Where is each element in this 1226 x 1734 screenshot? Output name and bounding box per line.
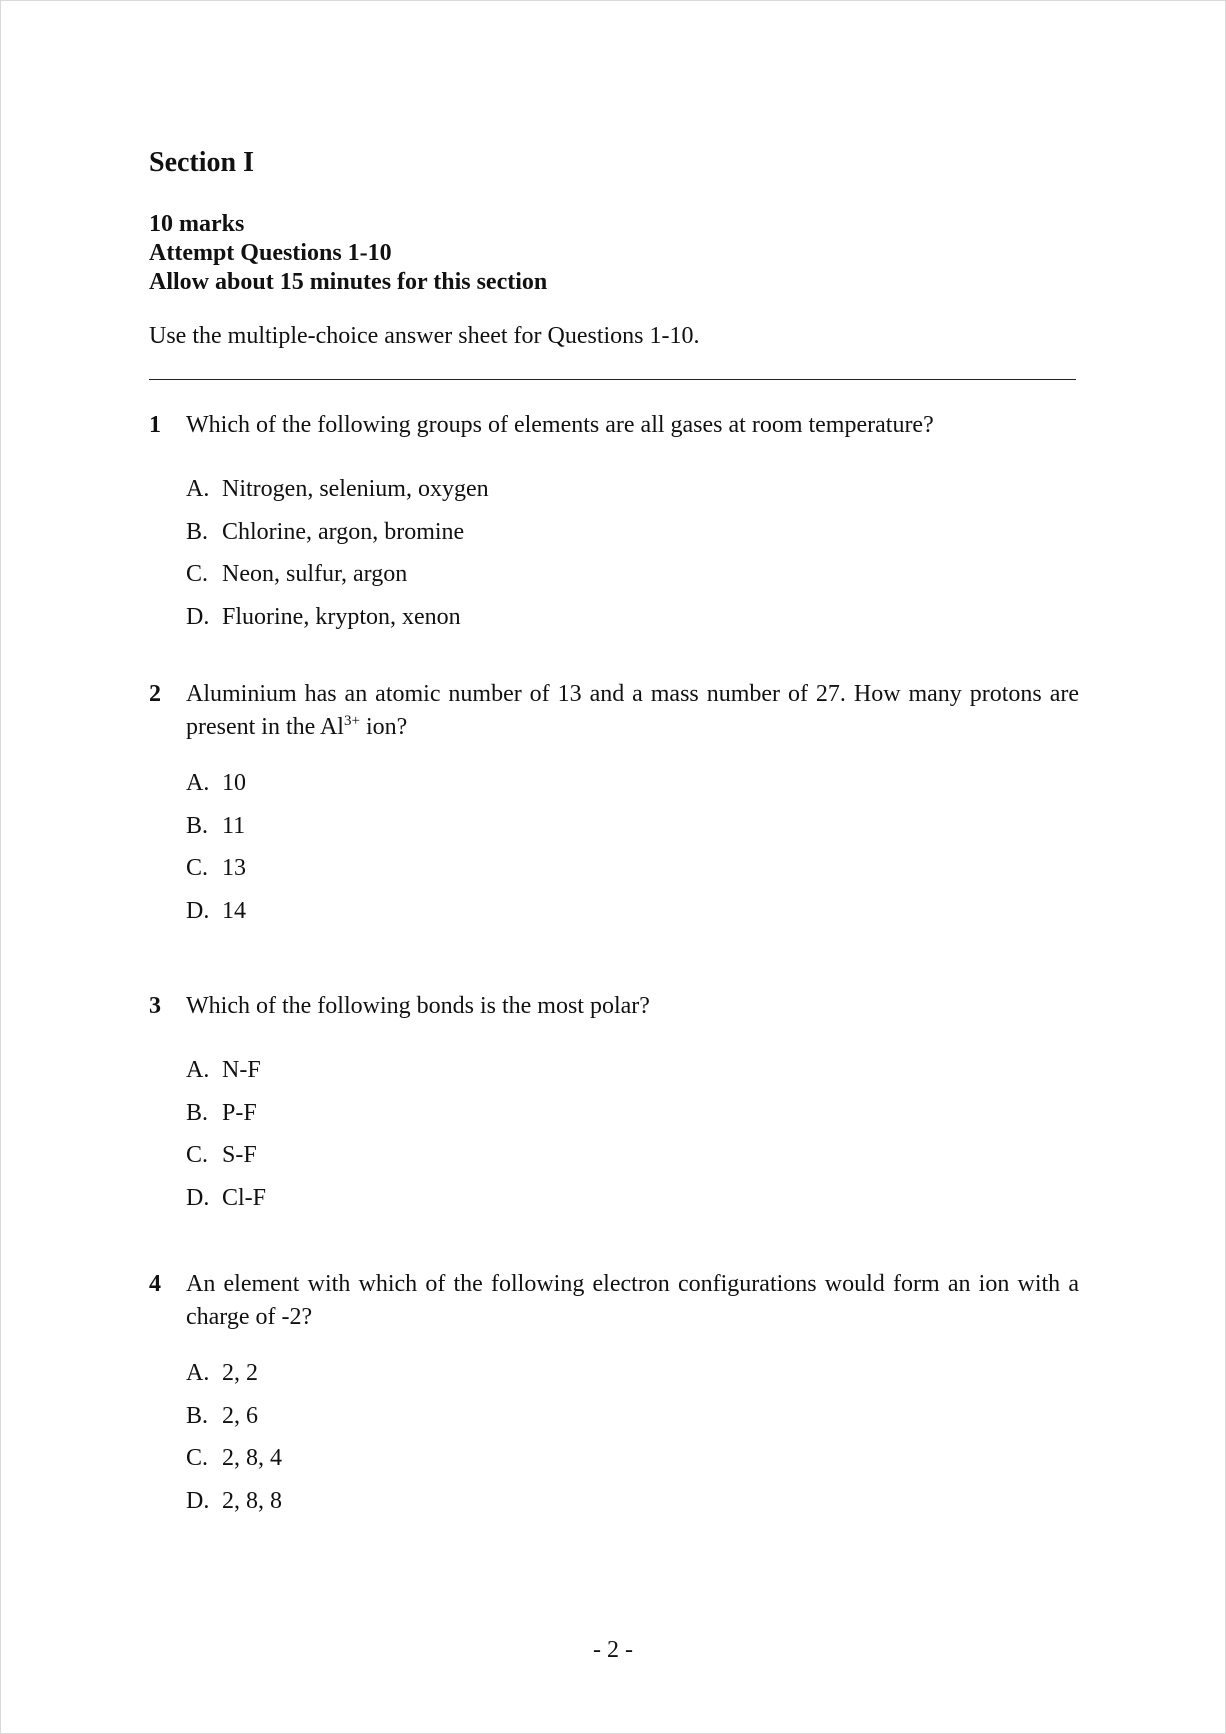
option-text: Chlorine, argon, bromine: [222, 518, 465, 545]
option-text: S-F: [222, 1142, 257, 1168]
ion-charge-superscript: 3+: [343, 713, 360, 729]
divider-rule: [149, 379, 1076, 380]
option-d: [186, 1177, 1079, 1220]
option-c: [186, 553, 1079, 596]
option-letter: A.: [186, 770, 210, 796]
page-number: - 2 -: [593, 1637, 633, 1663]
option-letter: A.: [186, 476, 210, 502]
option-text: 14: [222, 897, 246, 924]
question-number: 4: [149, 1271, 161, 1297]
option-list: [186, 1352, 1079, 1522]
option-list: [186, 762, 1079, 932]
question-text: Which of the following groups of elements are all gases at room temperature?: [186, 412, 934, 438]
section-title: Section I: [149, 147, 254, 178]
option-c: [186, 847, 1079, 890]
option-letter: B.: [186, 812, 209, 839]
option-letter: A.: [186, 1057, 210, 1083]
option-text: Fluorine, krypton, xenon: [222, 603, 461, 630]
option-letter: B.: [186, 1099, 209, 1126]
option-letter: C.: [186, 1142, 209, 1168]
option-text: 2, 2: [222, 1360, 258, 1386]
section-instruction: Use the multiple-choice answer sheet for Questions 1-10.: [149, 323, 700, 349]
option-a: [186, 1352, 1079, 1395]
question-number: 3: [149, 993, 161, 1019]
section-meta: [149, 210, 547, 297]
option-letter: C.: [186, 855, 209, 881]
question-text-before: Aluminium has an atomic number of 13 and a mass number of 27. How many protons are present in the Al: [186, 681, 1079, 740]
option-a: [186, 1049, 1079, 1092]
option-letter: D.: [186, 897, 210, 924]
option-a: [186, 468, 1079, 511]
section-attempt: Attempt Questions 1-10: [149, 240, 392, 266]
option-text: 13: [222, 855, 246, 881]
question-text: [186, 678, 1079, 744]
option-letter: B.: [186, 518, 209, 545]
question-text: Which of the following bonds is the most polar?: [186, 993, 650, 1019]
option-c: [186, 1437, 1079, 1480]
option-letter: A.: [186, 1360, 210, 1386]
section-time: Allow about 15 minutes for this section: [149, 269, 548, 295]
option-text: 2, 8, 4: [222, 1445, 282, 1471]
option-b: [186, 1395, 1079, 1438]
option-b: [186, 1092, 1079, 1135]
option-text: P-F: [222, 1099, 257, 1126]
option-text: 2, 6: [222, 1402, 258, 1429]
option-letter: D.: [186, 603, 210, 630]
option-b: [186, 805, 1079, 848]
option-text: 11: [222, 812, 246, 839]
question-1: [149, 409, 1079, 638]
option-letter: C.: [186, 1445, 209, 1471]
option-text: Neon, sulfur, argon: [222, 561, 408, 587]
option-letter: D.: [186, 1184, 210, 1211]
option-letter: C.: [186, 561, 209, 587]
option-text: N-F: [222, 1057, 261, 1083]
question-text: An element with which of the following electron configurations would form an ion with a charge of -2?: [186, 1271, 1079, 1330]
option-d: [186, 596, 1079, 639]
question-2: [149, 678, 1079, 932]
option-letter: D.: [186, 1487, 210, 1514]
option-b: [186, 511, 1079, 554]
question-number: 2: [149, 681, 161, 707]
option-a: [186, 762, 1079, 805]
option-d: [186, 890, 1079, 933]
question-text-after: ion?: [359, 714, 408, 740]
option-list: [186, 1049, 1079, 1219]
option-letter: B.: [186, 1402, 209, 1429]
section-marks: 10 marks: [149, 211, 245, 237]
option-list: [186, 468, 1079, 638]
option-d: [186, 1480, 1079, 1523]
option-text: Nitrogen, selenium, oxygen: [222, 476, 489, 502]
question-4: [149, 1268, 1079, 1522]
option-c: [186, 1134, 1079, 1177]
option-text: 10: [222, 770, 246, 796]
question-3: [149, 990, 1079, 1219]
question-number: 1: [149, 412, 161, 438]
option-text: 2, 8, 8: [222, 1487, 282, 1514]
option-text: Cl-F: [222, 1184, 267, 1211]
